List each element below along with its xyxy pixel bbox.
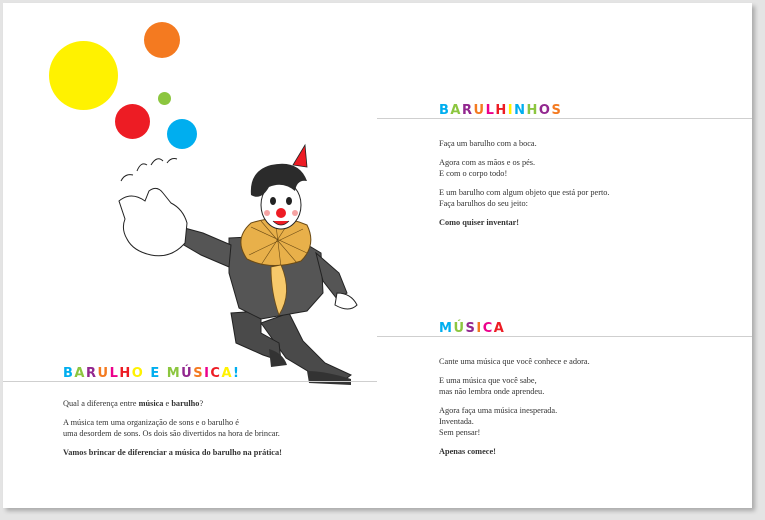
heading-letter: L [485, 103, 496, 118]
closing-line: Apenas comece! [439, 447, 496, 456]
heading-letter: H [119, 366, 132, 381]
heading-letter: A [450, 103, 462, 118]
orange-juggling-ball [144, 22, 180, 58]
heading-letter: ! [233, 366, 241, 381]
text-line: Faça barulhos do seu jeito: [439, 199, 528, 208]
book-spread [3, 3, 752, 508]
barulhinhos-heading [439, 103, 562, 118]
intro-question: Qual a diferença entre música e barulho? [63, 399, 204, 408]
barulhinhos-body-text [439, 138, 610, 228]
heading-letter: L [109, 366, 120, 381]
text-line: Sem pensar! [439, 428, 481, 437]
yellow-juggling-ball [49, 41, 118, 110]
heading-letter: A [221, 366, 234, 381]
text-line: E uma música que você sabe, [439, 376, 537, 385]
closing-line: Como quiser inventar! [439, 218, 520, 227]
heading-letter: H [526, 103, 539, 118]
heading-letter: A [493, 321, 506, 336]
heading-letter: B [63, 366, 75, 381]
heading-letter: O [131, 366, 145, 381]
left-body-text [63, 398, 282, 458]
heading-letter: I [476, 321, 483, 336]
heading-letter: E [150, 366, 161, 381]
heading-letter: S [193, 366, 205, 381]
text-line: Agora com as mãos e os pés. [439, 158, 536, 167]
heading-letter: B [439, 103, 451, 118]
heading-letter: C [482, 321, 494, 336]
green-juggling-ball [158, 92, 171, 105]
musica-body-text [439, 356, 590, 457]
left-heading-rule [3, 381, 377, 382]
heading-letter: R [461, 103, 474, 118]
paragraph-line: uma desordem de sons. Os dois são divertidos na hora de brincar. [63, 429, 280, 438]
text-line: E um barulho com algum objeto que está por perto. [439, 188, 610, 197]
clown-illustration [111, 143, 373, 385]
musica-rule [377, 336, 752, 337]
closing-line: Vamos brincar de diferenciar a música do barulho na prática! [63, 448, 282, 457]
heading-letter: M [166, 366, 182, 381]
text-line: E com o corpo todo! [439, 169, 508, 178]
text-line: Cante uma música que você conhece e adora. [439, 357, 590, 366]
heading-letter: A [74, 366, 86, 381]
right-page [377, 3, 752, 508]
heading-letter: I [204, 366, 211, 381]
barulhinhos-rule [377, 118, 752, 119]
heading-letter: M [439, 321, 454, 336]
text-line: Faça um barulho com a boca. [439, 139, 537, 148]
heading-letter: H [495, 103, 508, 118]
heading-letter: C [210, 366, 222, 381]
heading-letter: O [538, 103, 552, 118]
text-line: Agora faça uma música inesperada. [439, 406, 558, 415]
text-line: Inventada. [439, 417, 474, 426]
left-page [3, 3, 377, 508]
heading-letter: Ú [181, 366, 194, 381]
paragraph-line: A música tem uma organização de sons e o barulho é [63, 418, 239, 427]
heading-letter: I [507, 103, 515, 118]
barulho-e-musica-heading [63, 366, 240, 381]
heading-letter: Ú [453, 321, 466, 336]
heading-letter: U [97, 366, 110, 381]
heading-letter: N [514, 103, 527, 118]
heading-letter: R [85, 366, 98, 381]
musica-heading [439, 321, 505, 336]
heading-letter: S [551, 103, 563, 118]
text-line: mas não lembra onde aprendeu. [439, 387, 545, 396]
heading-letter: S [465, 321, 477, 336]
heading-letter: U [473, 103, 486, 118]
red-juggling-ball [115, 104, 150, 139]
